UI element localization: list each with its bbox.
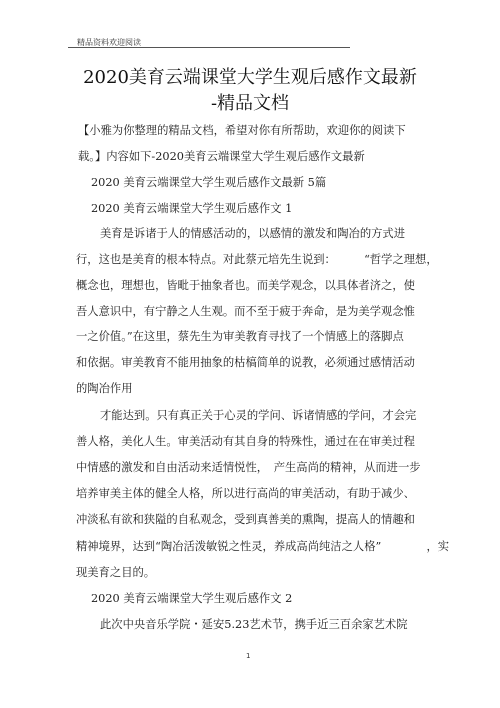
intro-line-1: 【小雅为你整理的精品文档，希望对你有所帮助，欢迎你的阅读下	[78, 124, 406, 137]
section-1-heading: 2020 美育云端课堂大学生观后感作文 1	[91, 202, 293, 215]
header-divider	[68, 47, 350, 48]
paragraph-line: 现美育之目的。	[76, 566, 156, 579]
intro-line-2: 载。】内容如下-2020美育云端课堂大学生观后感作文最新	[78, 150, 365, 163]
paragraph-line: 精神境界，达到“陶冶活泼敏锐之性灵，养成高尚纯洁之人格” ，实	[76, 540, 450, 553]
document-title-line-1: 2020美育云端课堂大学生观后感作文最新	[83, 67, 417, 88]
paragraph-line: 冲淡私有欲和狭隘的自私观念，受到真善美的熏陶，提高人的情趣和	[76, 513, 415, 526]
paragraph-line: 行，这也是美育的根本特点。对此蔡元培先生说到： “哲学之理想，	[76, 253, 438, 266]
paragraph-line: 此次中央音乐学院・延安5.23艺术节，携手近三百余家艺术院	[100, 618, 408, 631]
subtitle: 2020 美育云端课堂大学生观后感作文最新 5篇	[91, 176, 327, 189]
paragraph-line: 中情感的激发和自由活动来适情悦性， 产生高尚的精神，从而进一步	[76, 461, 421, 474]
paragraph-line: 才能达到。只有真正关于心灵的学问、诉诸情感的学问，才会完	[100, 409, 417, 422]
paragraph-line: 美育是诉诸于人的情感活动的，以感情的激发和陶冶的方式进	[100, 227, 406, 240]
paragraph-line: 培养审美主体的健全人格，所以进行高尚的审美活动，有助于减少、	[76, 487, 415, 500]
paragraph-line: 一之价值。”在这里，蔡先生为审美教育寻找了一个情感上的落脚点	[76, 330, 404, 343]
paragraph-line: 概念也，理想也，皆毗于抽象者也。而美学观念，以具体者济之，使	[76, 279, 415, 292]
section-2-heading: 2020 美育云端课堂大学生观后感作文 2	[91, 592, 293, 605]
paragraph-line: 的陶冶作用	[76, 382, 133, 395]
page-header: 精品资料欢迎阅读	[77, 38, 141, 47]
page-number: 1	[246, 652, 251, 660]
paragraph-line: 吾人意识中，有宁静之人生观。而不至于疲于奔命，是为美学观念惟	[76, 305, 415, 318]
document-title-line-2: -精品文档	[210, 93, 290, 114]
paragraph-line: 和依据。审美教育不能用抽象的枯槁简单的说教，必须通过感情活动	[76, 356, 415, 369]
paragraph-line: 善人格，美化人生。审美活动有其自身的特殊性，通过在在审美过程	[76, 435, 415, 448]
